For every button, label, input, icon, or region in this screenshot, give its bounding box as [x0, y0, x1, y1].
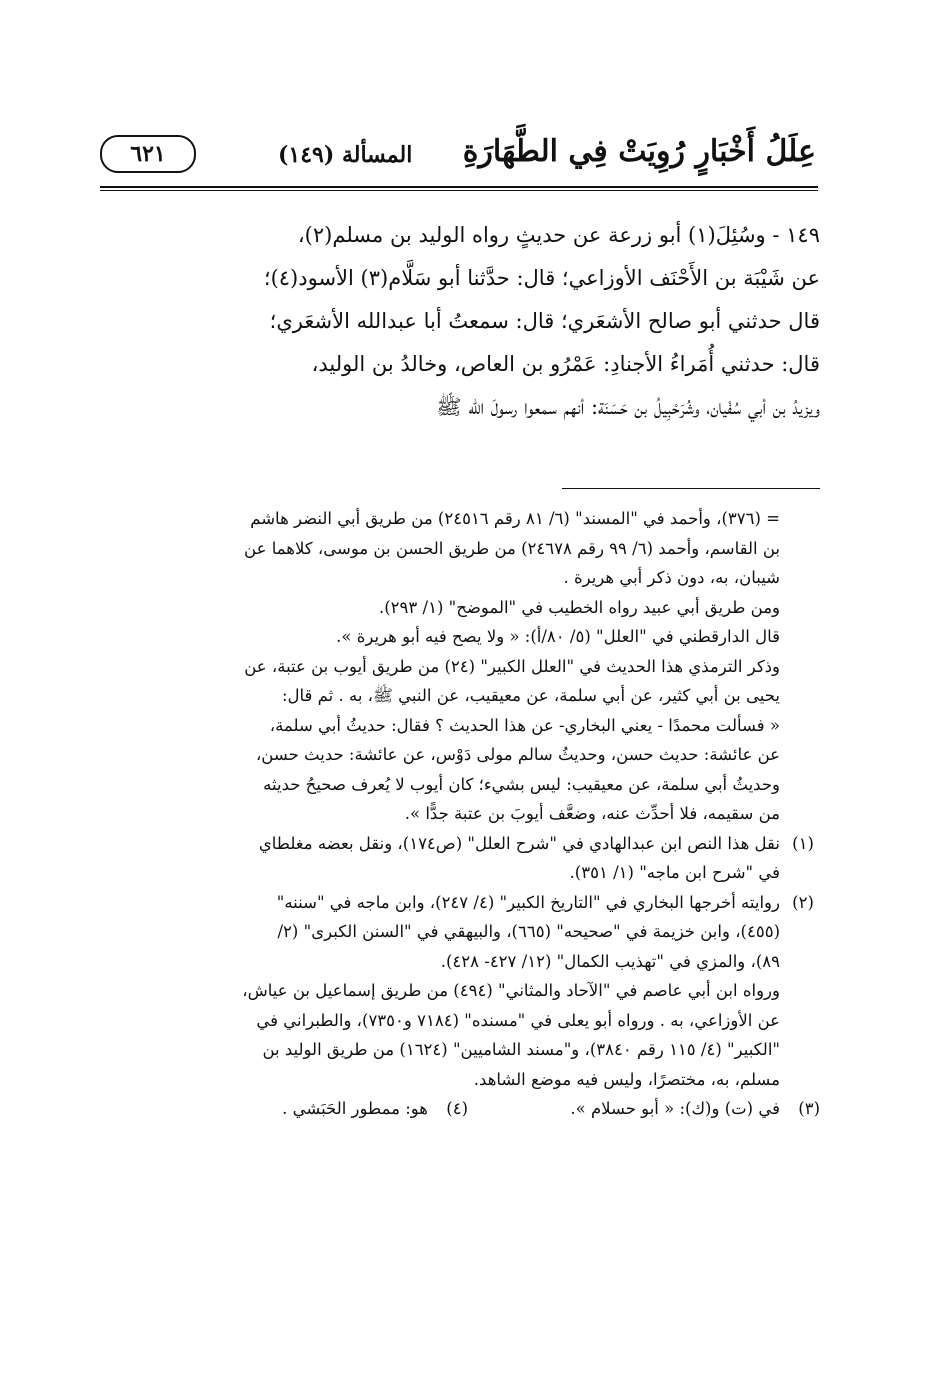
footnotes-3-4-row [98, 1094, 820, 1124]
footnote-number: (٣) [798, 1099, 820, 1118]
running-header [96, 132, 816, 184]
footnote-line: من سقيمه، فلا أحدِّث عنه، وضعَّف أيوبَ بن عتبة جدًّا ». [404, 804, 780, 823]
main-text [98, 214, 820, 429]
footnote-number: (١) [792, 833, 814, 853]
footnote-line: عن الأوزاعي، به . ورواه أبو يعلى في "مسنده" (٧١٨٤ و٧٣٥٠)، والطبراني في [256, 1010, 780, 1030]
footnote-separator [562, 488, 820, 489]
footnote-line: بن القاسم، وأحمد (٦/ ٩٩ رقم ٢٤٦٧٨) من طريق الحسن بن موسى، كلاهما عن [244, 538, 780, 558]
footnote-line: « فسألت محمدًا - يعني البخاري- عن هذا الحديث ؟ فقال: حديثُ أبي سلمة، [269, 715, 780, 735]
footnote-line: يحيى بن أبي كثير، عن أبي سلمة، عن معيقيب، عن النبي ﷺ، به . ثم قال: [281, 686, 780, 705]
footnotes [98, 504, 820, 1124]
footnote-line: "الكبير" (٤/ ١١٥ رقم ٣٨٤٠)، و"مسند الشاميين" (١٦٢٤) من طريق الوليد بن [262, 1040, 780, 1059]
main-text-line: قال: حدثني أُمَراءُ الأجنادِ: عَمْرُو بن العاص، وخالدُ بن الوليد، [311, 352, 820, 376]
footnote-line: ومن طريق أبي عبيد رواه الخطيب في "الموضح" (١/ ٢٩٣). [378, 597, 780, 617]
footnote-continuation [98, 504, 820, 829]
main-text-line: عن شَيْبَة بن الأَحْنَف الأوزاعي؛ قال: حدَّثنا أبو سَلَّام(٣) الأسود(٤)؛ [263, 266, 820, 290]
footnote-line: روايته أخرجها البخاري في "التاريخ الكبير" (٤/ ٢٤٧)، وابن ماجه في "سننه" [276, 892, 780, 912]
footnote-line: ٨٩)، والمزي في "تهذيب الكمال" (١٢/ ٤٢٧- ٤٢٨). [440, 951, 780, 971]
footnote-line: عن عائشة: حديث حسن، وحديثُ سالم مولى دَوْس، عن عائشة: حديث حسن، [255, 745, 780, 764]
main-text-line: قال حدثني أبو صالح الأشعَري؛ قال: سمعتُ أبا عبدالله الأشعَري؛ [269, 309, 820, 333]
footnote-line: شيبان، به، دون ذكر أبي هريرة . [563, 568, 780, 587]
footnote-line: قال الدارقطني في "العلل" (٥/ ٨٠/أ): « ولا يصح فيه أبو هريرة ». [336, 627, 780, 646]
footnote-3-text: في (ت) و(ك): « أبو حسلام ». [570, 1099, 780, 1118]
footnote-2 [98, 888, 820, 1095]
footnote-line: نقل هذا النص ابن عبدالهادي في "شرح العلل" (ص١٧٤)، ونقل بعضه مغلطاي [258, 833, 780, 853]
footnote-line: = (٣٧٦)، وأحمد في "المسند" (٦/ ٨١ رقم ٢٤٥١٦) من طريق أبي النضر هاشم [250, 509, 780, 528]
footnote-number: (٢) [792, 892, 814, 912]
footnote-line: مسلم، به، مختصرًا، وليس فيه موضع الشاهد. [473, 1069, 780, 1089]
footnote-line: وحديثُ أبي سلمة، عن معيقيب: ليس بشيء؛ كان أيوب لا يُعرف صحيحُ حديثه [263, 774, 780, 794]
issue-label: المسألة (١٤٩) [278, 142, 413, 168]
footnote-1 [98, 829, 820, 888]
footnote-number: (٤) [446, 1099, 468, 1118]
footnote-4-text: هو: ممطور الحَبَشي . [282, 1099, 428, 1118]
footnote-line: وذكر الترمذي هذا الحديث في "العلل الكبير" (٢٤) من طريق أيوب بن عتبة، عن [244, 656, 780, 676]
book-title: عِلَلُ أَخْبَارٍ رُوِيَتْ فِي الطَّهَارَةِ [462, 134, 816, 169]
main-text-line: ١٤٩ - وسُئِلَ(١) أبو زرعة عن حديثٍ رواه الوليد بن مسلم(٢)، [297, 223, 820, 247]
header-rule [100, 186, 818, 188]
footnote-line: ورواه ابن أبي عاصم في "الآحاد والمثاني" (٤٩٤) من طريق إسماعيل بن عياش، [242, 981, 780, 1000]
footnote-line: (٤٥٥)، وابن خزيمة في "صحيحه" (٦٦٥)، والبيهقي في "السنن الكبرى" (٢/ [277, 922, 780, 941]
main-text-line: ويزيدُ بن أبي سُفْيان، وشُرَحْبِيلُ بن حَسَنَة: أنهم سمعوا رسولَ الله ﷺ [436, 395, 820, 419]
page-number: ٦٢١ [100, 135, 196, 173]
header-rule-thin [100, 190, 818, 191]
footnote-line: في "شرح ابن ماجه" (١/ ٣٥١). [569, 863, 780, 882]
